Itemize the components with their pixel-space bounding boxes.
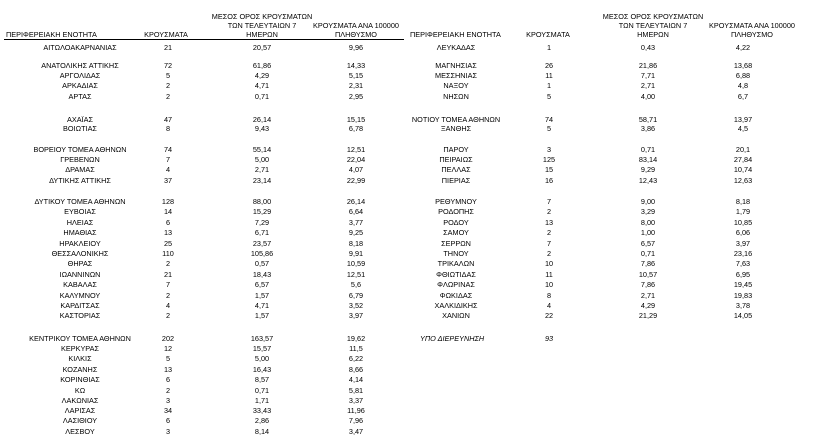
per-100k-value: 27,84 bbox=[733, 155, 753, 164]
per-100k-value: 9,91 bbox=[348, 249, 364, 258]
cases-value: 6 bbox=[165, 375, 171, 384]
header-avg-right-1: ΜΕΣΟΣ ΟΡΟΣ ΚΡΟΥΣΜΑΤΩΝ bbox=[602, 12, 704, 21]
per-100k-value: 10,85 bbox=[733, 218, 753, 227]
region-name: ΚΟΡΙΝΘΙΑΣ bbox=[60, 375, 100, 384]
region-name: ΠΑΡΟΥ bbox=[443, 145, 469, 154]
per-100k-value: 1,79 bbox=[735, 207, 751, 216]
per-100k-value: 7,63 bbox=[735, 259, 751, 268]
header-per-right-1: ΚΡΟΥΣΜΑΤΑ ΑΝΑ 100000 bbox=[709, 21, 795, 30]
per-100k-value: 22,99 bbox=[346, 176, 366, 185]
per-100k-value: 5,6 bbox=[350, 280, 362, 289]
region-name: ΚΩ bbox=[74, 386, 86, 395]
per-100k-value: 11,5 bbox=[349, 344, 363, 353]
cases-value: 202 bbox=[161, 334, 175, 343]
cases-value: 11 bbox=[545, 270, 553, 279]
avg-7day-value: 18,43 bbox=[252, 270, 272, 279]
per-100k-value: 12,51 bbox=[346, 270, 366, 279]
avg-7day-value: 23,14 bbox=[252, 176, 272, 185]
avg-7day-value: 2,71 bbox=[254, 165, 270, 174]
per-100k-value: 10,74 bbox=[733, 165, 753, 174]
header-rule-left bbox=[4, 39, 404, 40]
per-100k-value: 3,47 bbox=[348, 427, 364, 436]
avg-7day-value: 8,00 bbox=[640, 218, 656, 227]
region-name: ΧΑΝΙΩΝ bbox=[442, 311, 470, 320]
avg-7day-value: 9,00 bbox=[640, 197, 656, 206]
per-100k-value: 10,59 bbox=[346, 259, 366, 268]
per-100k-value: 6,06 bbox=[735, 228, 751, 237]
region-name: ΝΟΤΙΟΥ ΤΟΜΕΑ ΑΘΗΝΩΝ bbox=[411, 115, 501, 124]
cases-value: 16 bbox=[544, 176, 554, 185]
per-100k-value: 2,95 bbox=[348, 92, 364, 101]
avg-7day-value: 0,57 bbox=[254, 259, 270, 268]
per-100k-value: 9,25 bbox=[348, 228, 364, 237]
region-name: ΛΑΣΙΘΙΟΥ bbox=[62, 416, 98, 425]
avg-7day-value: 10,57 bbox=[638, 270, 658, 279]
header-avg-left-1: ΜΕΣΟΣ ΟΡΟΣ ΚΡΟΥΣΜΑΤΩΝ bbox=[211, 12, 313, 21]
avg-7day-value: 4,00 bbox=[640, 92, 656, 101]
avg-7day-value: 5,00 bbox=[254, 354, 270, 363]
region-name: ΔΡΑΜΑΣ bbox=[65, 165, 95, 174]
cases-value: 13 bbox=[163, 228, 173, 237]
region-name: ΚΟΖΑΝΗΣ bbox=[62, 365, 98, 374]
avg-7day-value: 88,00 bbox=[252, 197, 272, 206]
per-100k-value: 6,88 bbox=[735, 71, 751, 80]
region-name: ΑΝΑΤΟΛΙΚΗΣ ΑΤΤΙΚΗΣ bbox=[41, 61, 119, 70]
region-name: ΦΩΚΙΔΑΣ bbox=[439, 291, 473, 300]
per-100k-value: 15,15 bbox=[346, 115, 366, 124]
avg-7day-value: 6,71 bbox=[254, 228, 270, 237]
cases-value: 8 bbox=[165, 124, 171, 133]
avg-7day-value: 33,43 bbox=[252, 406, 272, 415]
region-name: ΣΑΜΟΥ bbox=[443, 228, 469, 237]
per-100k-value: 13,68 bbox=[733, 61, 753, 70]
avg-7day-value: 4,71 bbox=[254, 301, 270, 310]
per-100k-value: 3,52 bbox=[348, 301, 364, 310]
avg-7day-value: 4,29 bbox=[254, 71, 270, 80]
region-name: ΡΟΔΟΥ bbox=[443, 218, 469, 227]
per-100k-value: 6,22 bbox=[348, 354, 364, 363]
avg-7day-value: 2,86 bbox=[254, 416, 270, 425]
header-per-right-2: ΠΛΗΘΥΣΜΟ bbox=[731, 30, 773, 39]
avg-7day-value: 1,57 bbox=[254, 291, 270, 300]
avg-7day-value: 3,86 bbox=[640, 124, 656, 133]
avg-7day-value: 8,14 bbox=[254, 427, 270, 436]
avg-7day-value: 55,14 bbox=[252, 145, 272, 154]
avg-7day-value: 2,71 bbox=[640, 81, 656, 90]
cases-value: 74 bbox=[544, 115, 554, 124]
cases-value: 1 bbox=[546, 43, 552, 52]
region-name: ΒΟΙΩΤΙΑΣ bbox=[63, 124, 97, 133]
cases-value: 12 bbox=[163, 344, 173, 353]
per-100k-value: 4,8 bbox=[737, 81, 749, 90]
avg-7day-value: 6,57 bbox=[640, 239, 656, 248]
avg-7day-value: 9,29 bbox=[640, 165, 656, 174]
cases-value: 2 bbox=[165, 92, 171, 101]
avg-7day-value: 1,00 bbox=[640, 228, 656, 237]
cases-value: 4 bbox=[165, 301, 171, 310]
region-name: ΑΙΤΩΛΟΑΚΑΡΝΑΝΙΑΣ bbox=[43, 43, 117, 52]
cases-value: 7 bbox=[546, 197, 552, 206]
region-name: ΠΕΛΛΑΣ bbox=[441, 165, 471, 174]
cases-value: 74 bbox=[163, 145, 173, 154]
per-100k-value: 23,16 bbox=[733, 249, 753, 258]
per-100k-value: 12,63 bbox=[733, 176, 753, 185]
cases-value: 8 bbox=[546, 291, 552, 300]
region-name: ΛΑΡΙΣΑΣ bbox=[64, 406, 96, 415]
per-100k-value: 20,1 bbox=[735, 145, 751, 154]
per-100k-value: 6,78 bbox=[348, 124, 364, 133]
cases-value: 5 bbox=[546, 124, 552, 133]
cases-value: 5 bbox=[165, 354, 171, 363]
cases-value: 2 bbox=[546, 228, 552, 237]
region-name: ΚΙΛΚΙΣ bbox=[68, 354, 92, 363]
region-name: ΑΡΚΑΔΙΑΣ bbox=[62, 81, 98, 90]
cases-value: 22 bbox=[544, 311, 554, 320]
cases-value: 14 bbox=[163, 207, 173, 216]
cases-value: 1 bbox=[546, 81, 552, 90]
per-100k-value: 11,96 bbox=[347, 406, 365, 415]
header-avg-right-3: ΗΜΕΡΩΝ bbox=[637, 30, 669, 39]
cases-value: 72 bbox=[163, 61, 173, 70]
region-name: ΝΗΣΩΝ bbox=[443, 92, 469, 101]
cases-value: 10 bbox=[544, 259, 554, 268]
per-100k-value: 19,62 bbox=[346, 334, 366, 343]
region-name: ΚΕΝΤΡΙΚΟΥ ΤΟΜΕΑ ΑΘΗΝΩΝ bbox=[29, 334, 131, 343]
avg-7day-value: 7,86 bbox=[640, 280, 656, 289]
header-avg-right-2: ΤΩΝ ΤΕΛΕΥΤΑΙΩΝ 7 bbox=[618, 21, 688, 30]
cases-value: 3 bbox=[546, 145, 552, 154]
region-name: ΑΧΑΪΑΣ bbox=[66, 115, 94, 124]
per-100k-value: 2,31 bbox=[348, 81, 364, 90]
avg-7day-value: 7,71 bbox=[640, 71, 656, 80]
cases-value: 25 bbox=[163, 239, 173, 248]
header-cases-right: ΚΡΟΥΣΜΑΤΑ bbox=[526, 30, 570, 39]
avg-7day-value: 4,71 bbox=[254, 81, 270, 90]
cases-value: 2 bbox=[546, 249, 552, 258]
per-100k-value: 6,95 bbox=[735, 270, 751, 279]
region-name: ΥΠΟ ΔΙΕΡΕΥΝΗΣΗ bbox=[420, 334, 485, 343]
avg-7day-value: 3,29 bbox=[640, 207, 656, 216]
cases-value: 6 bbox=[165, 218, 171, 227]
per-100k-value: 4,22 bbox=[735, 43, 751, 52]
avg-7day-value: 15,29 bbox=[252, 207, 272, 216]
region-name: ΚΑΣΤΟΡΙΑΣ bbox=[59, 311, 101, 320]
avg-7day-value: 7,29 bbox=[254, 218, 270, 227]
region-name: ΠΕΙΡΑΙΩΣ bbox=[439, 155, 473, 164]
per-100k-value: 3,77 bbox=[348, 218, 364, 227]
per-100k-value: 12,51 bbox=[346, 145, 366, 154]
region-name: ΕΥΒΟΙΑΣ bbox=[64, 207, 96, 216]
region-name: ΛΕΣΒΟΥ bbox=[65, 427, 95, 436]
avg-7day-value: 16,43 bbox=[252, 365, 272, 374]
avg-7day-value: 0,43 bbox=[640, 43, 656, 52]
header-cases-left: ΚΡΟΥΣΜΑΤΑ bbox=[144, 30, 188, 39]
region-name: ΞΑΝΘΗΣ bbox=[440, 124, 472, 133]
cases-value: 2 bbox=[165, 259, 171, 268]
region-name: ΙΩΑΝΝΙΝΩΝ bbox=[59, 270, 101, 279]
region-name: ΠΙΕΡΙΑΣ bbox=[441, 176, 471, 185]
region-name: ΚΑΒΑΛΑΣ bbox=[63, 280, 97, 289]
avg-7day-value: 6,57 bbox=[254, 280, 270, 289]
per-100k-value: 3,97 bbox=[735, 239, 751, 248]
region-name: ΘΕΣΣΑΛΟΝΙΚΗΣ bbox=[51, 249, 109, 258]
per-100k-value: 7,96 bbox=[348, 416, 364, 425]
avg-7day-value: 0,71 bbox=[254, 386, 270, 395]
cases-value: 128 bbox=[161, 197, 175, 206]
cases-value: 125 bbox=[542, 155, 556, 164]
region-name: ΛΑΚΩΝΙΑΣ bbox=[61, 396, 99, 405]
avg-7day-value: 0,71 bbox=[254, 92, 270, 101]
region-name: ΒΟΡΕΙΟΥ ΤΟΜΕΑ ΑΘΗΝΩΝ bbox=[33, 145, 127, 154]
per-100k-value: 14,05 bbox=[733, 311, 753, 320]
cases-value: 21 bbox=[163, 270, 173, 279]
cases-value: 13 bbox=[163, 365, 173, 374]
cases-value: 13 bbox=[544, 218, 554, 227]
cases-value: 2 bbox=[165, 311, 171, 320]
cases-value: 2 bbox=[165, 81, 171, 90]
avg-7day-value: 21,86 bbox=[638, 61, 658, 70]
avg-7day-value: 9,43 bbox=[254, 124, 270, 133]
per-100k-value: 4,5 bbox=[737, 124, 749, 133]
per-100k-value: 4,14 bbox=[348, 375, 364, 384]
cases-value: 2 bbox=[165, 386, 171, 395]
per-100k-value: 26,14 bbox=[346, 197, 366, 206]
region-name: ΚΑΡΔΙΤΣΑΣ bbox=[60, 301, 100, 310]
per-100k-value: 9,96 bbox=[348, 43, 364, 52]
region-name: ΗΛΕΙΑΣ bbox=[66, 218, 94, 227]
avg-7day-value: 2,71 bbox=[640, 291, 656, 300]
region-name: ΧΑΛΚΙΔΙΚΗΣ bbox=[434, 301, 478, 310]
per-100k-value: 4,07 bbox=[348, 165, 364, 174]
cases-value: 2 bbox=[165, 291, 171, 300]
region-name: ΓΡΕΒΕΝΩΝ bbox=[60, 155, 100, 164]
avg-7day-value: 4,29 bbox=[640, 301, 656, 310]
avg-7day-value: 83,14 bbox=[638, 155, 658, 164]
cases-value: 11 bbox=[545, 71, 553, 80]
region-name: ΡΕΘΥΜΝΟΥ bbox=[435, 197, 477, 206]
cases-value: 47 bbox=[163, 115, 173, 124]
region-name: ΡΟΔΟΠΗΣ bbox=[438, 207, 474, 216]
region-name: ΔΥΤΙΚΟΥ ΤΟΜΕΑ ΑΘΗΝΩΝ bbox=[34, 197, 126, 206]
avg-7day-value: 0,71 bbox=[640, 249, 656, 258]
region-name: ΔΥΤΙΚΗΣ ΑΤΤΙΚΗΣ bbox=[49, 176, 111, 185]
region-name: ΗΜΑΘΙΑΣ bbox=[63, 228, 97, 237]
per-100k-value: 3,97 bbox=[348, 311, 364, 320]
region-name: ΚΑΛΥΜΝΟΥ bbox=[59, 291, 101, 300]
per-100k-value: 6,79 bbox=[348, 291, 364, 300]
cases-value: 26 bbox=[544, 61, 554, 70]
per-100k-value: 3,37 bbox=[348, 396, 364, 405]
region-name: ΤΡΙΚΑΛΩΝ bbox=[437, 259, 475, 268]
cases-value: 4 bbox=[546, 301, 552, 310]
region-name: ΝΑΞΟΥ bbox=[443, 81, 469, 90]
avg-7day-value: 23,57 bbox=[252, 239, 272, 248]
per-100k-value: 19,83 bbox=[733, 291, 753, 300]
cases-value: 6 bbox=[165, 416, 171, 425]
avg-7day-value: 26,14 bbox=[252, 115, 272, 124]
region-name: ΦΛΩΡΙΝΑΣ bbox=[437, 280, 475, 289]
region-name: ΗΡΑΚΛΕΙΟΥ bbox=[59, 239, 101, 248]
cases-value: 110 bbox=[162, 249, 174, 258]
avg-7day-value: 58,71 bbox=[638, 115, 658, 124]
avg-7day-value: 8,57 bbox=[254, 375, 270, 384]
cases-value: 3 bbox=[165, 396, 171, 405]
region-name: ΜΕΣΣΗΝΙΑΣ bbox=[435, 71, 477, 80]
region-name: ΑΡΓΟΛΙΔΑΣ bbox=[59, 71, 101, 80]
per-100k-value: 5,81 bbox=[348, 386, 364, 395]
per-100k-value: 19,45 bbox=[733, 280, 753, 289]
per-100k-value: 3,78 bbox=[735, 301, 751, 310]
avg-7day-value: 105,86 bbox=[250, 249, 274, 258]
region-name: ΤΗΝΟΥ bbox=[443, 249, 469, 258]
header-per-left-2: ΠΛΗΘΥΣΜΟ bbox=[335, 30, 377, 39]
cases-value: 34 bbox=[163, 406, 173, 415]
avg-7day-value: 12,43 bbox=[638, 176, 658, 185]
region-name: ΦΘΙΩΤΙΔΑΣ bbox=[436, 270, 476, 279]
per-100k-value: 6,64 bbox=[348, 207, 364, 216]
per-100k-value: 6,7 bbox=[737, 92, 749, 101]
avg-7day-value: 7,86 bbox=[640, 259, 656, 268]
header-avg-left-3: ΗΜΕΡΩΝ bbox=[246, 30, 278, 39]
region-name: ΚΕΡΚΥΡΑΣ bbox=[60, 344, 100, 353]
header-avg-left-2: ΤΩΝ ΤΕΛΕΥΤΑΙΩΝ 7 bbox=[227, 21, 297, 30]
avg-7day-value: 1,57 bbox=[254, 311, 270, 320]
per-100k-value: 22,04 bbox=[346, 155, 366, 164]
cases-value: 4 bbox=[165, 165, 171, 174]
per-100k-value: 8,66 bbox=[348, 365, 364, 374]
avg-7day-value: 1,71 bbox=[254, 396, 270, 405]
cases-value: 7 bbox=[165, 155, 171, 164]
header-region-right: ΠΕΡΙΦΕΡΕΙΑΚΗ ΕΝΟΤΗΤΑ bbox=[410, 30, 501, 39]
cases-value: 5 bbox=[546, 92, 552, 101]
header-region-left: ΠΕΡΙΦΕΡΕΙΑΚΗ ΕΝΟΤΗΤΑ bbox=[6, 30, 97, 39]
avg-7day-value: 21,29 bbox=[638, 311, 658, 320]
avg-7day-value: 5,00 bbox=[254, 155, 270, 164]
cases-value: 15 bbox=[544, 165, 554, 174]
cases-value: 3 bbox=[165, 427, 171, 436]
cases-value: 7 bbox=[165, 280, 171, 289]
per-100k-value: 5,15 bbox=[348, 71, 364, 80]
region-name: ΣΕΡΡΩΝ bbox=[441, 239, 471, 248]
region-name: ΜΑΓΝΗΣΙΑΣ bbox=[435, 61, 477, 70]
avg-7day-value: 61,86 bbox=[252, 61, 272, 70]
avg-7day-value: 20,57 bbox=[252, 43, 272, 52]
cases-value: 5 bbox=[165, 71, 171, 80]
header-per-left-1: ΚΡΟΥΣΜΑΤΑ ΑΝΑ 100000 bbox=[313, 21, 399, 30]
avg-7day-value: 163,57 bbox=[250, 334, 274, 343]
per-100k-value: 8,18 bbox=[735, 197, 751, 206]
region-name: ΛΕΥΚΑΔΑΣ bbox=[436, 43, 476, 52]
cases-value: 93 bbox=[544, 334, 554, 343]
avg-7day-value: 0,71 bbox=[640, 145, 656, 154]
region-name: ΑΡΤΑΣ bbox=[68, 92, 92, 101]
cases-value: 21 bbox=[163, 43, 173, 52]
per-100k-value: 14,33 bbox=[346, 61, 366, 70]
per-100k-value: 8,18 bbox=[348, 239, 364, 248]
cases-value: 7 bbox=[546, 239, 552, 248]
per-100k-value: 13,97 bbox=[733, 115, 753, 124]
cases-value: 37 bbox=[163, 176, 173, 185]
cases-value: 10 bbox=[544, 280, 554, 289]
avg-7day-value: 15,57 bbox=[252, 344, 272, 353]
region-name: ΘΗΡΑΣ bbox=[67, 259, 93, 268]
cases-value: 2 bbox=[546, 207, 552, 216]
